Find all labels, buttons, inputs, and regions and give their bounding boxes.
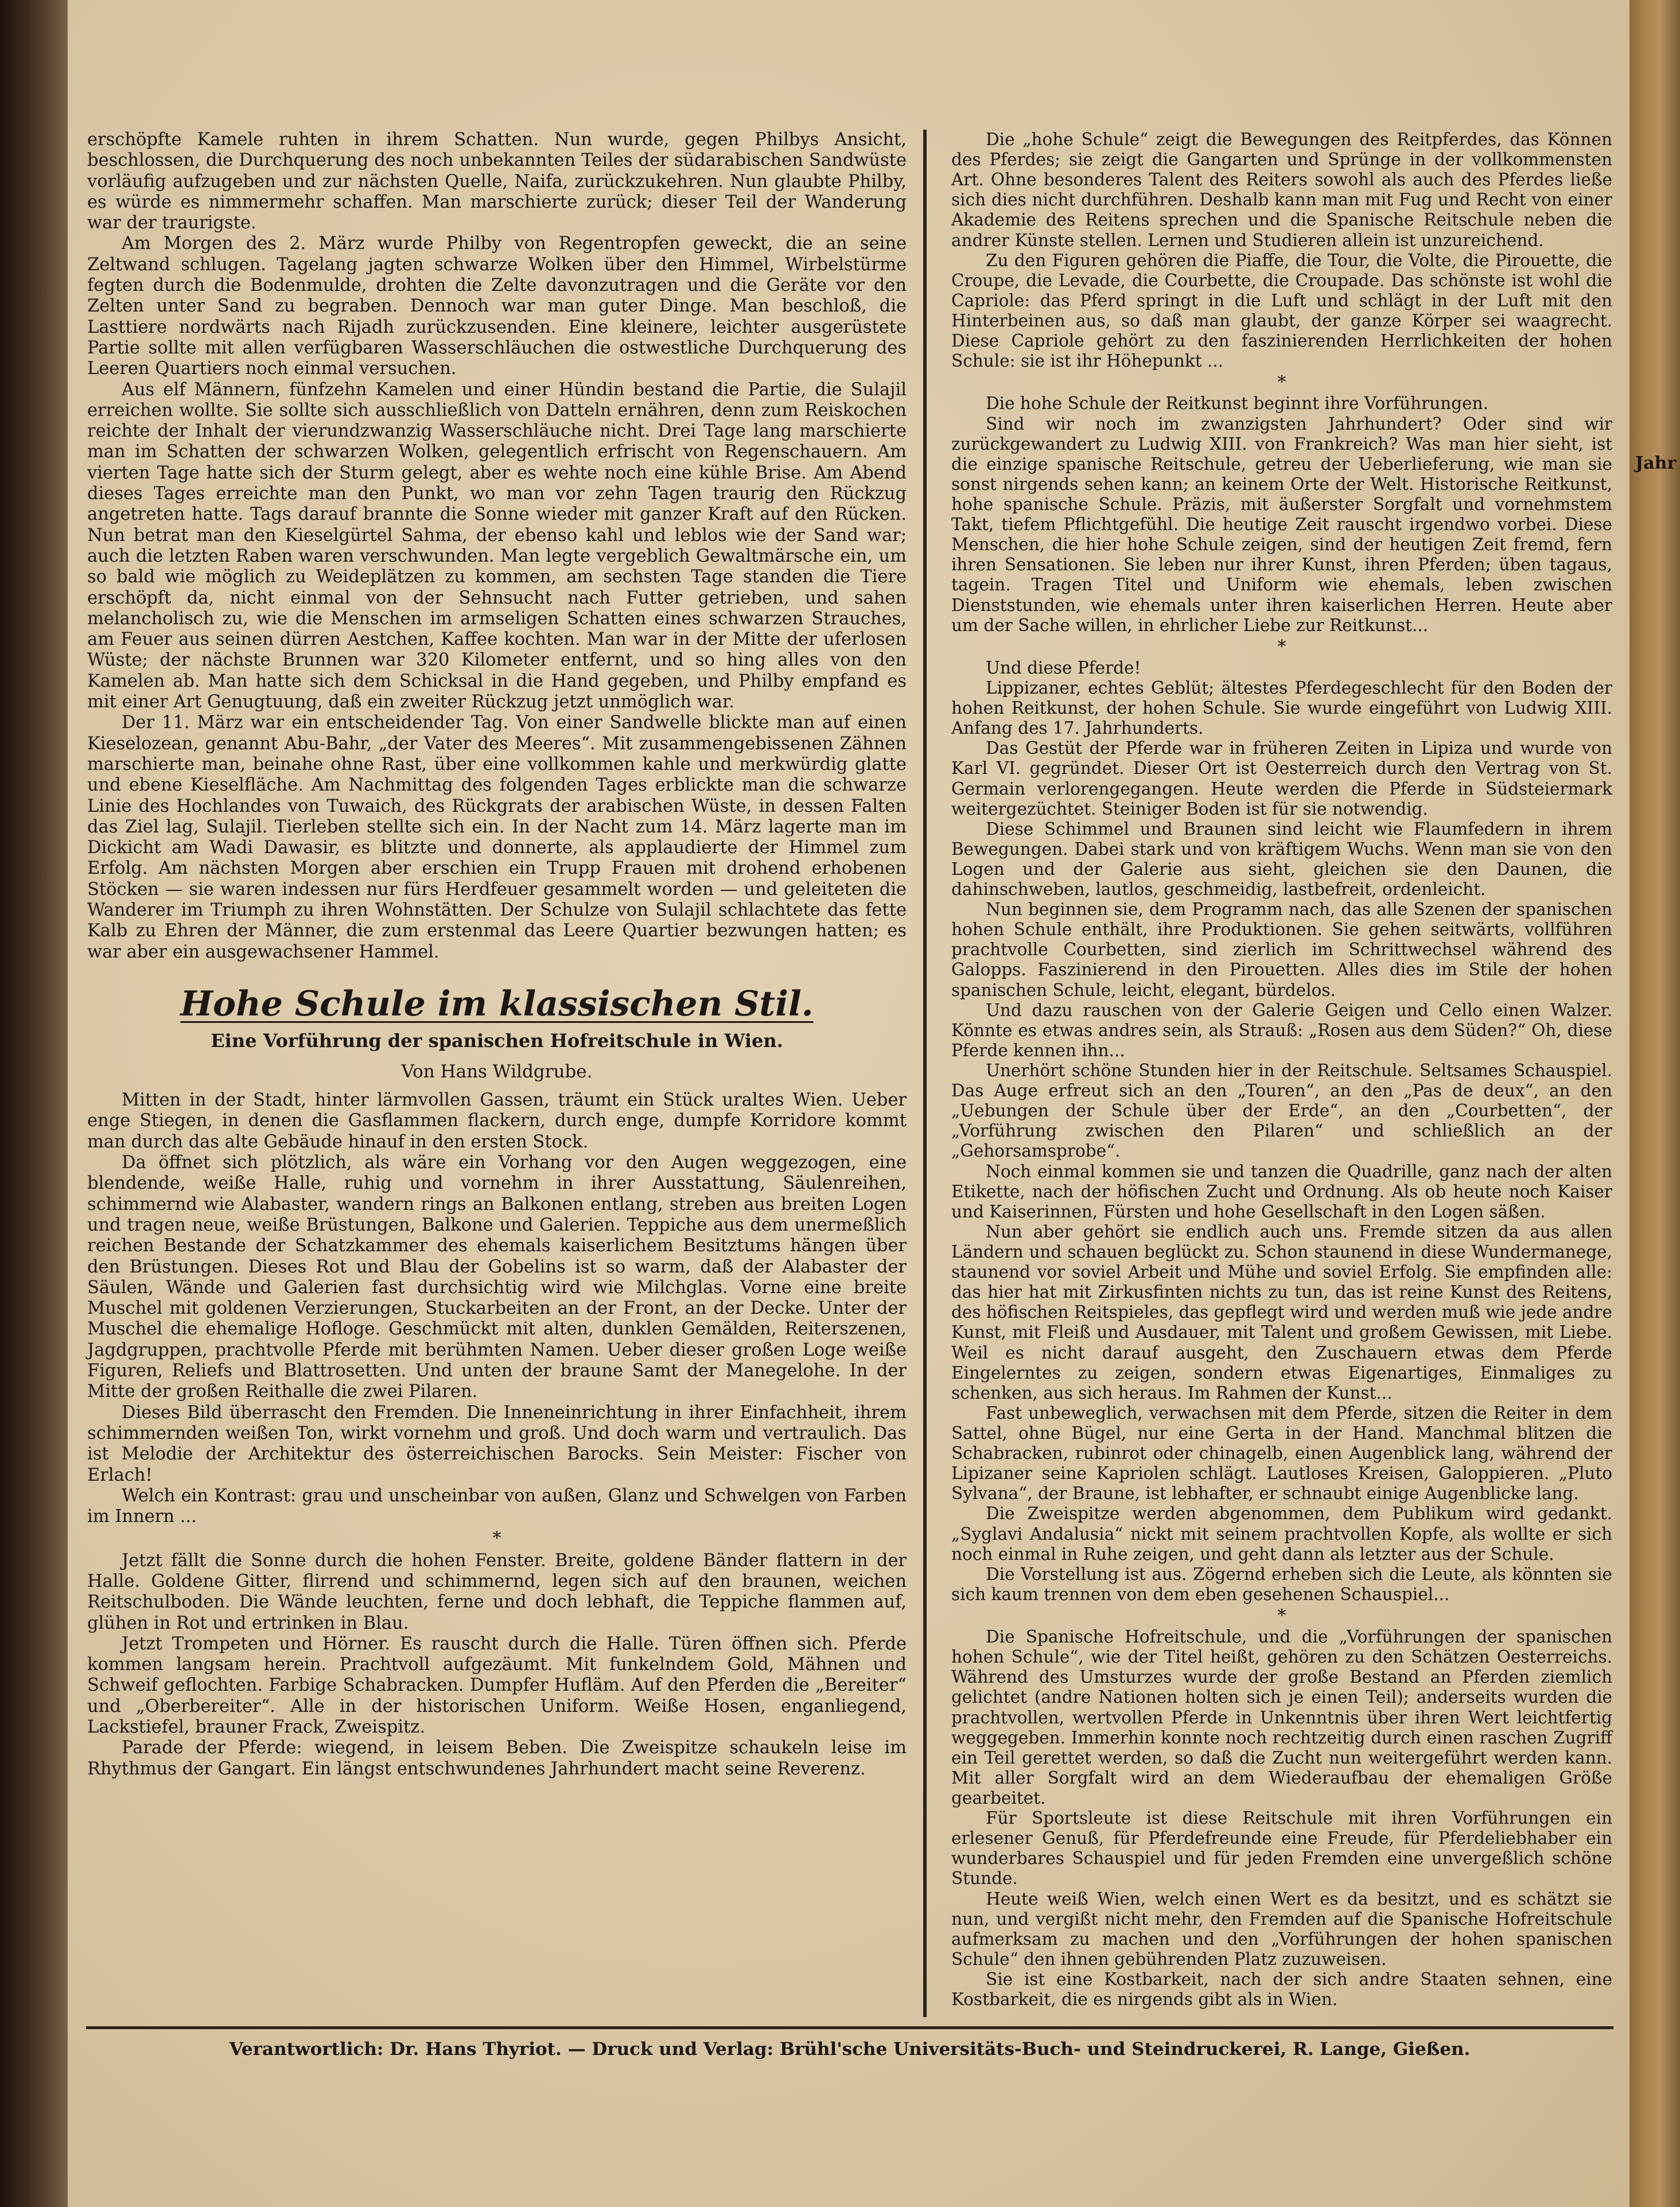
paragraph: Aus elf Männern, fünfzehn Kamelen und einer Hündin bestand die Partie, die Sulajil erreichen wollte. Sie sollte sich ausschließlich von Datteln ernähren, denn zum Reiskochen reichte der Inhalt der vierundzwanzig Wasserschläuche nicht. Drei Tage lang marschierte man im Schatten der schwarzen Wolken, gelegentlich erfrischt von Regenschauern. Am vierten Tage hatte sich der Sturm gelegt, aber es wehte noch eine kühle Brise. Am Abend dieses Tages erreichte man den Punkt, wo man vor zehn Tagen traurig den Rückzug angetreten hatte. Tags darauf brannte die Sonne wieder mit ganzer Kraft auf den Rücken. Nun betrat man den Kieselgürtel Sahma, der ebenso kahl und leblos wie der Sand war; auch die letzten Raben waren verschwunden. Man legte vergeblich Gewaltmärsche ein, um so bald wie möglich zu Weideplätzen zu kommen, am sechsten Tage standen die Tiere erschöpft da, nicht einmal von der Sehnsucht nach Futter getrieben, und sahen melancholisch zu, wie die Menschen im armseligen Schatten eines schwarzen Strauches, am Feuer aus seinen dürren Aestchen, Kaffee kochten. Man war in der Mitte der uferlosen Wüste; der nächste Brunnen war 320 Kilometer entfernt, und so hing alles von den Kamelen ab. Man hatte sich dem Schicksal in die Hand gegeben, und Philby empfand es mit einer Art Genugtuung, daß ein zweiter Rückzug jetzt unmöglich war. — [87, 379, 907, 713]
paragraph: Jetzt Trompeten und Hörner. Es rauscht durch die Halle. Türen öffnen sich. Pferde kommen langsam herein. Prachtvoll aufgezäumt. Mit funkelndem Gold, Mähnen und Schweif geflochten. Farbige Schabracken. Dumpfer Hufläm. Auf den Pferden die „Bereiter“ und „Oberbereiter“. Alle in der historischen Uniform. Weiße Hosen, enganliegend, Lackstiefel, brauner Frack, Zweispitz. — [87, 1633, 907, 1738]
paragraph: Die „hohe Schule“ zeigt die Bewegungen des Reitpferdes, das Können des Pferdes; sie zeigt die Gangarten und Sprünge in der vollkommensten Art. Ohne besonderes Talent des Reiters sowohl als auch des Pferdes ließe sich dies nicht durchführen. Deshalb kann man mit Fug und Recht von einer Akademie des Reitens sprechen und die Spanische Reitschule neben die andrer Künste stellen. Lernen und Studieren allein ist unzureichend. — [951, 130, 1612, 250]
adjacent-page-edge — [1630, 0, 1680, 2207]
section-separator: * — [1277, 1605, 1286, 1626]
paragraph: Die Spanische Hofreitschule, und die „Vorführungen der spanischen hohen Schule“, wie der Titel heißt, gehören zu den Schätzen Oesterreichs. Während des Umsturzes wurde der große Bestand an Pferden ziemlich gelichtet (andre Nationen holten sich je einen Teil); anderseits wurden die prachtvollen, wertvollen Pferde in Unkenntnis über ihren Wert leichtfertig weggegeben. Immerhin konnte noch rechtzeitig durch einen raschen Zugriff ein Teil gerettet werden, so daß die Zucht nun weitergeführt werden kann. Mit aller Sorgfalt wird an dem Wiederaufbau der ehemaligen Größe gearbeitet. — [951, 1627, 1612, 1808]
paragraph: Und dazu rauschen von der Galerie Geigen und Cello einen Walzer. Könnte es etwas andres sein, als Strauß: „Rosen aus dem Süden?“ Oh, diese Pferde kennen ihn... — [951, 1000, 1612, 1060]
column-divider — [923, 130, 927, 2017]
paragraph: Diese Schimmel und Braunen sind leicht wie Flaumfedern in ihrem Bewegungen. Dabei stark und von kräftigem Wuchs. Wenn man sie von den Logen und der Galerie aus sieht, gleichen sie den Daunen, die dahinschweben, lautlos, geschmeidig, lastbefreit, ordenleicht. — [951, 819, 1612, 900]
section-separator: * — [1277, 636, 1286, 657]
paragraph: Sie ist eine Kostbarkeit, nach der sich andre Staaten sehnen, eine Kostbarkeit, die es nirgends gibt als in Wien. — [951, 1969, 1612, 2010]
paragraph: Noch einmal kommen sie und tanzen die Quadrille, ganz nach der alten Etikette, nach der höfischen Zucht und Ordnung. Als ob heute noch Kaiser und Kaiserinnen, Fürsten und hohe Gesellschaft in den Logen säßen. — [951, 1161, 1612, 1221]
paragraph: Das Gestüt der Pferde war in früheren Zeiten in Lipiza und wurde von Karl VI. gegründet. Dieser Ort ist Oesterreich durch den Vertrag von St. Germain verlorengegangen. Heute werden die Pferde in Südsteiermark weitergezüchtet. Steiniger Boden ist für sie notwendig. — [951, 738, 1612, 819]
paragraph: erschöpfte Kamele ruhten in ihrem Schatten. Nun wurde, gegen Philbys Ansicht, beschlossen, die Durchquerung des noch unbekannten Teiles der südarabischen Sandwüste vorläufig aufzugeben und zur nächsten Quelle, Naifa, zurückzukehren. Nun glaubte Philby, es würde es nimmermehr schaffen. Man marschierte zurück; dieser Teil der Wanderung war der traurigste. — [87, 130, 907, 233]
section-separator: * — [492, 1528, 501, 1549]
article-subheadline: Eine Vorführung der spanischen Hofreitschule in Wien. — [211, 1029, 783, 1052]
paragraph: Für Sportsleute ist diese Reitschule mit ihren Vorführungen ein erlesener Genuß, für Pferdefreunde eine Freude, für Pferdeliebhaber ein wunderbares Schauspiel und für jeden Fremden eine unvergeßlich schöne Stunde. — [951, 1808, 1612, 1889]
paragraph: Da öffnet sich plötzlich, als wäre ein Vorhang vor den Augen weggezogen, eine blendende, weiße Halle, ruhig und vornehm in ihrer Ausstattung, Säulenreihen, schimmernd wie Alabaster, wandern rings an Balkonen entlang, streben aus breiten Logen und tragen neue, weiße Brüstungen, Balkone und Galerien. Teppiche aus dem unermeßlich reichen Bestande der Schatzkammer des ehemals kaiserlichem Besitztums hängen über den Brüstungen. Dieses Rot und Blau der Gobelins ist so warm, daß der Alabaster der Säulen, Wände und Galerien fast durchsichtig wird wie Milchglas. Vorne eine breite Muschel mit goldenen Verzierungen, Stuckarbeiten an der Front, an der Decke. Unter der Muschel die ehemalige Hofloge. Geschmückt mit alten, dunklen Gemälden, Reiterszenen, Jagdgruppen, prachtvolle Pferde mit berühmten Namen. Ueber dieser großen Loge weiße Figuren, Reliefs und Blattrosetten. Und unten der braune Samt der Manegelohe. In der Mitte der großen Reithalle die zwei Pilaren. — [87, 1153, 907, 1402]
paragraph: Dieses Bild überrascht den Fremden. Die Inneneinrichtung in ihrer Einfachheit, ihrem schimmernden weißen Ton, wirkt vornehm und groß. Und doch warm und vertraulich. Das ist Melodie der Architektur des österreichischen Barocks. Sein Meister: Fischer von Erlach! — [87, 1402, 907, 1485]
paragraph: Lippizaner, echtes Geblüt; ältestes Pferdegeschlecht für den Boden der hohen Reitkunst, der hohen Schule. Sie wurde eingeführt von Ludwig XIII. Anfang des 17. Jahrhunderts. — [951, 678, 1612, 738]
article-byline: Von Hans Wildgrube. — [401, 1061, 593, 1082]
paragraph: Die Vorstellung ist aus. Zögernd erheben sich die Leute, als könnten sie sich kaum trennen von dem eben gesehenen Schauspiel... — [951, 1564, 1612, 1604]
paragraph: Die hohe Schule der Reitkunst beginnt ihre Vorführungen. — [986, 394, 1488, 414]
paragraph: Fast unbeweglich, verwachsen mit dem Pferde, sitzen die Reiter in dem Sattel, ohne Bügel, nur eine Gerta in der Hand. Manchmal blitzen die Schabracken, rubinrot oder chinagelb, einen Augenblick lang, während der Lipizaner seine Kapriolen schlägt. Lautloses Kreisen, Galoppieren. „Pluto Sylvana“, der Braune, ist lebhafter, er schnaubt einige Augenblicke lang. — [951, 1403, 1612, 1504]
paragraph: Nun aber gehört sie endlich auch uns. Fremde sitzen da aus allen Ländern und schauen beglückt zu. Schon staunend in diese Wundermanege, staunend vor soviel Arbeit und Mühe und soviel Erfolg. Sie empfinden alle: das hier hat mit Zirkusfinten nichts zu tun, das ist reine Kunst des Reitens, des höfischen Reitspieles, das gepflegt wird und werden muß wie jede andre Kunst, mit Fleiß und Ausdauer, mit Talent und großem Gewissen, mit Liebe. Weil es nicht darauf ausgeht, den Zuschauern etwas dem Pferde Eingelerntes zu zeigen, sondern etwas Eigenartiges, Einmaliges zu schenken, aus sich heraus. Im Rahmen der Kunst... — [951, 1221, 1612, 1403]
paragraph: Jetzt fällt die Sonne durch die hohen Fenster. Breite, goldene Bänder flattern in der Halle. Goldene Gitter, flirrend und schimmernd, legen sich auf den braunen, weichen Reitschulboden. Die Wände leuchten, ferne und doch lebhaft, die Teppiche flammen auf, glühen in Rot und ertrinken in Blau. — [87, 1550, 907, 1633]
paragraph: Mitten in der Stadt, hinter lärmvollen Gassen, träumt ein Stück uraltes Wien. Ueber enge Stiegen, in denen die Gasflammen flackern, durch enge, dumpfe Korridore kommt man durch das alte Gebäude hinauf in den ersten Stock. — [87, 1090, 907, 1152]
paragraph: Unerhört schöne Stunden hier in der Reitschule. Seltsames Schauspiel. Das Auge erfreut sich an den „Touren“, an den „Pas de deux“, an den „Uebungen der Schule über der Erde“, an den „Courbetten“, der „Vorführung zwischen den Pilaren“ und schließlich an der „Gehorsamsprobe“. — [951, 1061, 1612, 1161]
paragraph: Nun beginnen sie, dem Programm nach, das alle Szenen der spanischen hohen Schule enthält, ihre Produktionen. Sie gehen seitwärts, vollführen prachtvolle Courbetten, sind zierlich im Schrittwechsel während des Galopps. Faszinierend in den Pirouetten. Alles dies im Stile der hohen spanischen Schule, leicht, elegant, bürdelos. — [951, 900, 1612, 1000]
right-column — [951, 130, 1612, 2010]
imprint-footer: Verantwortlich: Dr. Hans Thyriot. — Druck und Verlag: Brühl'sche Universitäts-Buch- und Steindruckerei, R. Lange, Gießen. — [229, 2039, 1471, 2060]
paragraph: Parade der Pferde: wiegend, in leisem Beben. Die Zweispitze schaukeln leise im Rhythmus der Gangart. Ein längst entschwundenes Jahrhundert macht seine Reverenz. — [87, 1738, 907, 1779]
paragraph: Sind wir noch im zwanzigsten Jahrhundert? Oder sind wir zurückgewandert zu Ludwig XIII. von Frankreich? Was man hier sieht, ist die einzige spanische Reitschule, getreu der Ueberlieferung, wie man sie sonst nirgends sehen kann; an keinem Orte der Welt. Historische Reitkunst, hohe spanische Schule. Präzis, mit äußerster Sorgfalt und vornehmstem Takt, tiefem Pflichtgefühl. Die heutige Zeit rauscht irgendwo vorbei. Diese Menschen, die hier hohe Schule zeigen, sind der heutigen Zeit fremd, fern ihren Sensationen. Sie leben nur ihrer Kunst, ihren Pferden; üben tagaus, tagein. Tragen Titel und Uniform wie ehemals, leben zwischen Dienststunden, wie ehemals unter ihren kaiserlichen Herren. Heute aber um der Sache willen, in ehrlicher Liebe zur Reitkunst... — [951, 414, 1612, 635]
paragraph: Die Zweispitze werden abgenommen, dem Publikum wird gedankt. „Syglavi Andalusia“ nickt mit seinem prachtvollen Kopfe, als wollte er sich noch einmal in Ruhe zeigen, und geht dann als letzter aus der Schule. — [951, 1504, 1612, 1564]
paragraph: Welch ein Kontrast: grau und unscheinbar von außen, Glanz und Schwelgen von Farben im Innern ... — [87, 1485, 907, 1527]
paragraph: Heute weiß Wien, welch einen Wert es da besitzt, und es schätzt sie nun, und vergißt nicht mehr, den Fremden auf die Spanische Hofreitschule aufmerksam zu machen und den „Vorführungen der hohen spanischen Schule“ den ihnen gebührenden Platz zuzuweisen. — [951, 1889, 1612, 1969]
paragraph: Und diese Pferde! — [986, 657, 1141, 678]
article-headline: Hohe Schule im klassischen Stil. — [180, 983, 814, 1024]
left-column — [87, 130, 907, 1780]
edge-text-fragment: Jahr — [1635, 453, 1677, 473]
paragraph: Am Morgen des 2. März wurde Philby von Regentropfen geweckt, die an seine Zeltwand schlugen. Tagelang jagten schwarze Wolken über den Himmel, Wirbelstürme fegten durch die Bodenmulde, drohten die Zelte davonzutragen und die Geräte vor den Zelten unter Sand zu begraben. Dennoch war man guter Dinge. Man beschloß, die Lasttiere nordwärts nach Rijadh zurückzusenden. Eine kleinere, leichter ausgerüstete Partie sollte mit allen verfügbaren Wasserschläuchen die ostwestliche Durchquerung des Leeren Quartiers noch einmal versuchen. — [87, 233, 907, 379]
footer-divider — [86, 2026, 1613, 2029]
book-binding — [0, 0, 68, 2207]
paragraph: Zu den Figuren gehören die Piaffe, die Tour, die Volte, die Pirouette, die Croupe, die Levade, die Courbette, die Croupade. Das schönste ist wohl die Capriole: das Pferd springt in die Luft und schlägt in der Luft mit den Hinterbeinen aus, so daß man glaubt, der ganze Körper sei waagrecht. Diese Capriole gehört zu den faszinierenden Herrlichkeiten der hohen Schule: sie ist ihr Höhepunkt ... — [951, 250, 1612, 371]
section-separator: * — [1277, 372, 1286, 393]
paragraph: Der 11. März war ein entscheidender Tag. Von einer Sandwelle blickte man auf einen Kieselozean, genannt Abu-Bahr, „der Vater des Meeres“. Mit zusammengebissenen Zähnen marschierte man, beinahe ohne Rast, über eine vollkommen kahle und merkwürdig glatte und ebene Kieselfläche. Am Nachmittag des folgenden Tages erblickte man die schwarze Linie des Hochlandes von Tuwaich, des Rückgrats der arabischen Wüste, in dessen Falten das Ziel lag, Sulajil. Tierleben stellte sich ein. In der Nacht zum 14. März lagerte man im Dickicht am Wadi Dawasir, es blitzte und donnerte, als applaudierte der Himmel zum Erfolg. Am nächsten Morgen aber erschien ein Trupp Frauen mit drohend erhobenen Stöcken — sie waren indessen nur fürs Herdfeuer gesammelt worden — und geleiteten die Wanderer im Triumph zu ihren Wohnstätten. Der Schulze von Sulajil schlachtete das fette Kalb zu Ehren der Männer, die zum erstenmal das Leere Quartier bezwungen hatten; es war aber ein ausgewachsener Hammel. — [87, 713, 907, 962]
